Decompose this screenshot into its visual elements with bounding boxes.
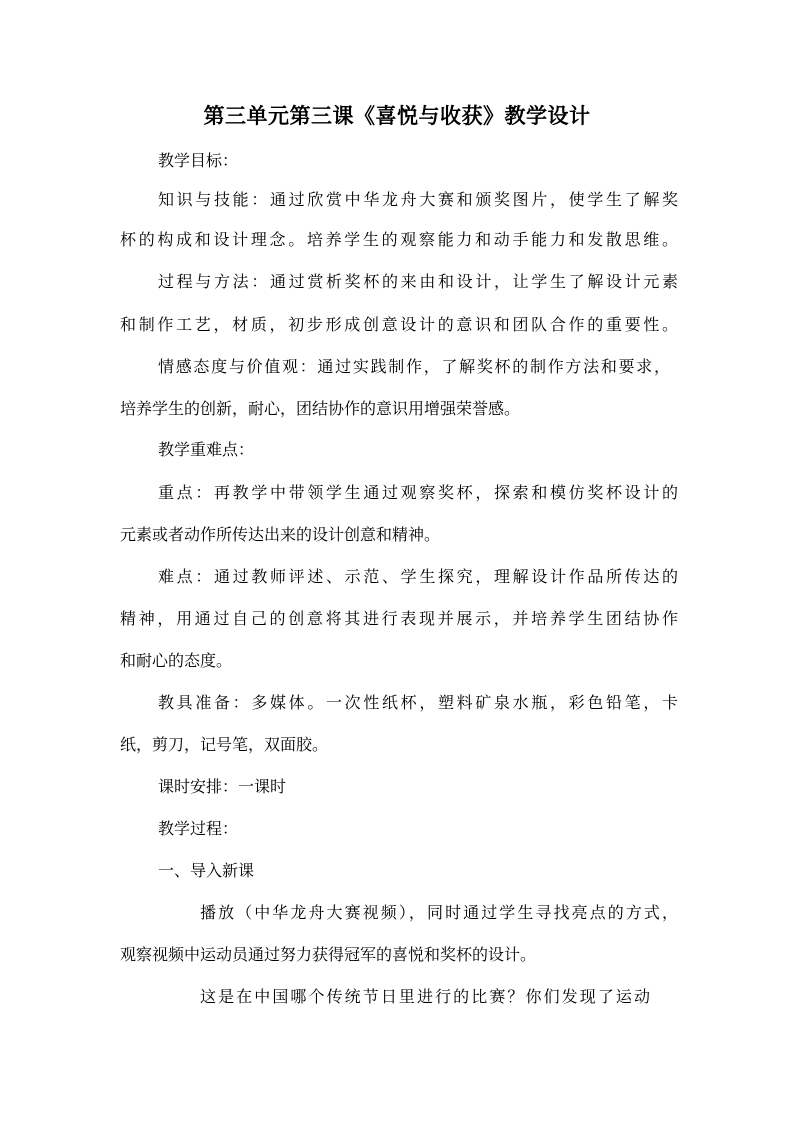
- paragraph-line: 重点：再教学中带领学生通过观察奖杯，探索和模仿奖杯设计的: [158, 483, 678, 502]
- paragraph-line: 课时安排：一课时: [158, 777, 287, 796]
- section-heading: 一、导入新课: [158, 861, 255, 880]
- paragraph-line: 过程与方法：通过赏析奖杯的来由和设计，让学生了解设计元素: [158, 272, 678, 291]
- paragraph-line: 观察视频中运动员通过努力获得冠军的喜悦和奖杯的设计。: [120, 945, 537, 964]
- paragraph-line: 教学重难点：: [158, 440, 255, 459]
- paragraph-line: 精神，用通过自己的创意将其进行表现并展示，并培养学生团结协作: [120, 609, 678, 628]
- paragraph-line: 播放（中华龙舟大赛视频），同时通过学生寻找亮点的方式，: [200, 903, 678, 922]
- paragraph-line: 培养学生的创新，耐心，团结协作的意识用增强荣誉感。: [120, 399, 521, 418]
- paragraph-line: 教学目标：: [158, 151, 239, 170]
- paragraph-line: 和制作工艺，材质，初步形成创意设计的意识和团队合作的重要性。: [120, 315, 678, 334]
- paragraph-line: 这是在中国哪个传统节日里进行的比赛？你们发现了运动: [200, 987, 650, 1006]
- paragraph-line: 知识与技能：通过欣赏中华龙舟大赛和颁奖图片，使学生了解奖: [158, 190, 678, 209]
- paragraph-line: 纸，剪刀，记号笔，双面胶。: [120, 735, 329, 754]
- paragraph-line: 教学过程：: [158, 819, 239, 838]
- paragraph-line: 元素或者动作所传达出来的设计创意和精神。: [120, 525, 441, 544]
- paragraph-line: 教具准备：多媒体。一次性纸杯，塑料矿泉水瓶，彩色铅笔，卡: [158, 693, 678, 712]
- paragraph-line: 和耐心的态度。: [120, 651, 233, 670]
- paragraph-line: 情感态度与价值观：通过实践制作，了解奖杯的制作方法和要求，: [158, 357, 670, 376]
- document-title: 第三单元第三课《喜悦与收获》教学设计: [203, 103, 591, 128]
- paragraph-line: 杯的构成和设计理念。培养学生的观察能力和动手能力和发散思维。: [120, 230, 678, 249]
- paragraph-line: 难点：通过教师评述、示范、学生探究，理解设计作品所传达的: [158, 567, 678, 586]
